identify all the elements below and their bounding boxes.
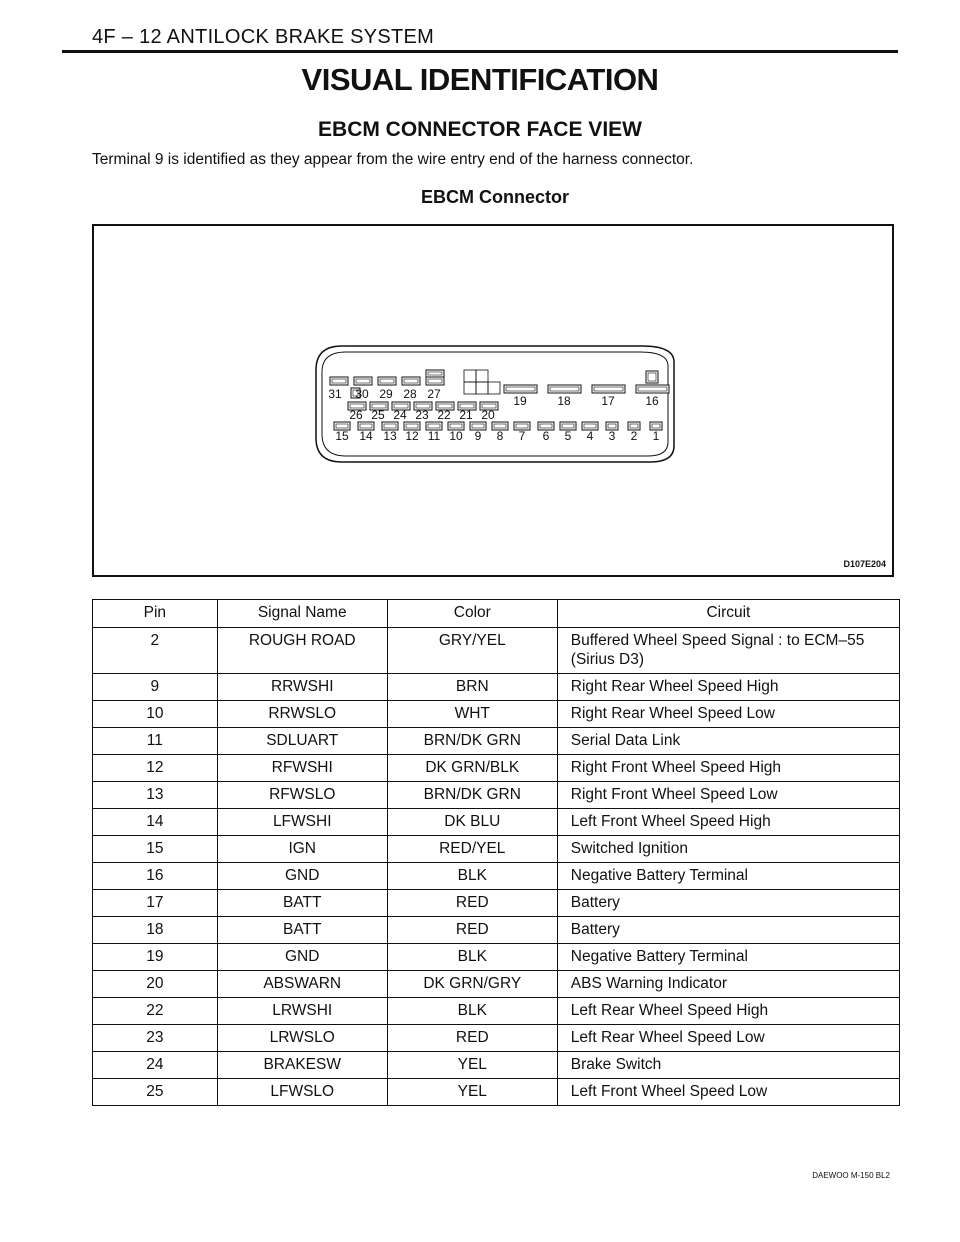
key-grid-cell (464, 382, 476, 394)
cell-circuit: Serial Data Link (557, 728, 899, 755)
cell-circuit: Right Rear Wheel Speed Low (557, 701, 899, 728)
cell-circuit: Switched Ignition (557, 836, 899, 863)
cell-signal-name: BRAKESW (217, 1052, 387, 1079)
pin-label-25: 25 (371, 408, 385, 422)
pin-label-27: 27 (427, 387, 441, 401)
pin-label-2: 2 (630, 429, 638, 443)
table-row (93, 701, 900, 728)
cell-circuit: Left Rear Wheel Speed High (557, 998, 899, 1025)
cell-pin: 20 (93, 971, 218, 998)
cell-circuit: Left Front Wheel Speed Low (557, 1079, 899, 1106)
connector-diagram (94, 226, 892, 575)
table-header-row (93, 600, 900, 628)
cavity-upper-29 (378, 377, 396, 385)
table-row (93, 755, 900, 782)
cell-circuit: Right Front Wheel Speed High (557, 755, 899, 782)
cell-circuit: Left Front Wheel Speed High (557, 809, 899, 836)
cell-color: DK GRN/GRY (387, 971, 557, 998)
pin-label-3: 3 (608, 429, 616, 443)
cell-pin: 18 (93, 917, 218, 944)
cell-signal-name: ABSWARN (217, 971, 387, 998)
cell-color: GRY/YEL (387, 628, 557, 674)
cell-signal-name: BATT (217, 917, 387, 944)
cavity-upper-28 (402, 377, 420, 385)
cavity-upper-19 (504, 385, 537, 393)
cell-circuit: Negative Battery Terminal (557, 863, 899, 890)
cell-color: BLK (387, 944, 557, 971)
col-header-circuit: Circuit (557, 600, 899, 628)
cell-color: RED (387, 917, 557, 944)
cell-pin: 2 (93, 628, 218, 674)
pin-label-1: 1 (652, 429, 660, 443)
cell-pin: 17 (93, 890, 218, 917)
cell-color: BRN (387, 674, 557, 701)
table-row (93, 728, 900, 755)
table-row (93, 782, 900, 809)
cell-circuit: Battery (557, 890, 899, 917)
connector-label: EBCM Connector (421, 187, 569, 207)
cell-pin: 24 (93, 1052, 218, 1079)
cell-signal-name: GND (217, 944, 387, 971)
cell-signal-name: LFWSHI (217, 809, 387, 836)
cavity-upper-16 (636, 385, 669, 393)
pin-label-29: 29 (379, 387, 393, 401)
key-grid-cell (488, 382, 500, 394)
pin-table (92, 599, 900, 1106)
key-grid-cell (476, 370, 488, 382)
cavity-upper-17 (592, 385, 625, 393)
cavity-upper-30 (354, 377, 372, 385)
cell-pin: 12 (93, 755, 218, 782)
cell-signal-name: RFWSHI (217, 755, 387, 782)
cell-color: YEL (387, 1052, 557, 1079)
cell-pin: 9 (93, 674, 218, 701)
table-row (93, 628, 900, 674)
pin-label-5: 5 (564, 429, 572, 443)
cell-color: RED/YEL (387, 836, 557, 863)
cell-pin: 10 (93, 701, 218, 728)
cell-circuit: Right Front Wheel Speed Low (557, 782, 899, 809)
table-row (93, 1079, 900, 1106)
pin-label-12: 12 (405, 429, 419, 443)
cavity-upper-31 (330, 377, 348, 385)
pin-label-31: 31 (328, 387, 342, 401)
pin-label-15: 15 (335, 429, 349, 443)
cell-circuit: Right Rear Wheel Speed High (557, 674, 899, 701)
cell-color: YEL (387, 1079, 557, 1106)
col-header-color: Color (387, 600, 557, 628)
pin-label-21: 21 (459, 408, 473, 422)
connector-figure (92, 224, 894, 577)
pin-label-16: 16 (645, 394, 659, 408)
cavity-upper-18 (548, 385, 581, 393)
cell-color: BRN/DK GRN (387, 782, 557, 809)
cell-signal-name: BATT (217, 890, 387, 917)
table-row (93, 890, 900, 917)
table-row (93, 944, 900, 971)
pin-label-30: 30 (355, 387, 369, 401)
sub-title: EBCM CONNECTOR FACE VIEW (318, 118, 642, 141)
table-row (93, 971, 900, 998)
cell-pin: 15 (93, 836, 218, 863)
cell-signal-name: RRWSHI (217, 674, 387, 701)
table-row (93, 1025, 900, 1052)
key-grid-cell (464, 370, 476, 382)
pin-label-26: 26 (349, 408, 363, 422)
cell-color: WHT (387, 701, 557, 728)
cell-pin: 11 (93, 728, 218, 755)
cell-signal-name: RFWSLO (217, 782, 387, 809)
pin-label-11: 11 (427, 429, 441, 443)
table-row (93, 809, 900, 836)
pin-label-8: 8 (496, 429, 504, 443)
pin-label-18: 18 (557, 394, 571, 408)
pin-label-4: 4 (586, 429, 594, 443)
pin-label-19: 19 (513, 394, 527, 408)
cell-pin: 25 (93, 1079, 218, 1106)
cell-pin: 23 (93, 1025, 218, 1052)
table-row (93, 863, 900, 890)
cell-signal-name: ROUGH ROAD (217, 628, 387, 674)
cavity-27-key (426, 370, 444, 377)
pin-label-24: 24 (393, 408, 407, 422)
cell-color: BRN/DK GRN (387, 728, 557, 755)
pin-label-13: 13 (383, 429, 397, 443)
table-row (93, 1052, 900, 1079)
cell-signal-name: LFWSLO (217, 1079, 387, 1106)
pin-label-7: 7 (518, 429, 526, 443)
cell-signal-name: LRWSHI (217, 998, 387, 1025)
cell-color: DK BLU (387, 809, 557, 836)
cell-color: RED (387, 890, 557, 917)
pin-label-10: 10 (449, 429, 463, 443)
intro-text: Terminal 9 is identified as they appear from the wire entry end of the harness connector. (92, 151, 694, 168)
cell-circuit: Left Rear Wheel Speed Low (557, 1025, 899, 1052)
pin-label-20: 20 (481, 408, 495, 422)
cell-color: RED (387, 1025, 557, 1052)
cavity-upper-27 (426, 377, 444, 385)
cell-circuit: Brake Switch (557, 1052, 899, 1079)
pin-label-23: 23 (415, 408, 429, 422)
col-header-signal: Signal Name (217, 600, 387, 628)
cell-pin: 22 (93, 998, 218, 1025)
cell-circuit: ABS Warning Indicator (557, 971, 899, 998)
cell-signal-name: IGN (217, 836, 387, 863)
header-rule (62, 50, 898, 53)
pin-label-28: 28 (403, 387, 417, 401)
pin-label-17: 17 (601, 394, 615, 408)
pin-label-9: 9 (474, 429, 482, 443)
pin-label-14: 14 (359, 429, 373, 443)
cell-circuit: Negative Battery Terminal (557, 944, 899, 971)
cell-pin: 19 (93, 944, 218, 971)
figure-id: D107E204 (843, 559, 886, 569)
table-row (93, 998, 900, 1025)
cell-signal-name: LRWSLO (217, 1025, 387, 1052)
cell-pin: 14 (93, 809, 218, 836)
col-header-pin: Pin (93, 600, 218, 628)
cell-pin: 13 (93, 782, 218, 809)
cell-pin: 16 (93, 863, 218, 890)
cell-signal-name: RRWSLO (217, 701, 387, 728)
cell-signal-name: GND (217, 863, 387, 890)
cell-signal-name: SDLUART (217, 728, 387, 755)
table-row (93, 917, 900, 944)
key-grid-cell (476, 382, 488, 394)
cell-color: BLK (387, 998, 557, 1025)
page-header: 4F – 12 ANTILOCK BRAKE SYSTEM (92, 26, 435, 48)
cell-circuit: Battery (557, 917, 899, 944)
table-row (93, 674, 900, 701)
table-row (93, 836, 900, 863)
pin-label-22: 22 (437, 408, 451, 422)
pin-label-6: 6 (542, 429, 550, 443)
footer-code: DAEWOO M-150 BL2 (812, 1171, 890, 1180)
cell-color: BLK (387, 863, 557, 890)
cell-color: DK GRN/BLK (387, 755, 557, 782)
cell-circuit: Buffered Wheel Speed Signal : to ECM–55 (Sirius D3) (557, 628, 899, 674)
main-title: VISUAL IDENTIFICATION (301, 62, 659, 97)
